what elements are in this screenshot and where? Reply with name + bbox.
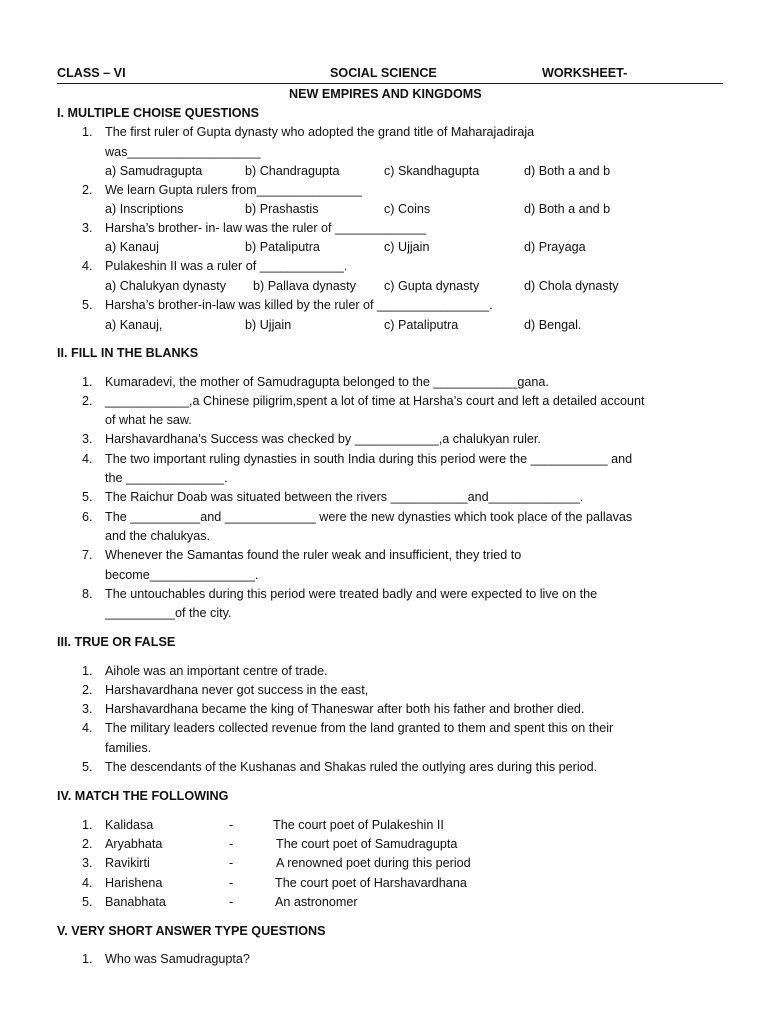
header-rule (57, 83, 723, 84)
match-1-dash: - (229, 818, 234, 832)
section-5-title: V. VERY SHORT ANSWER TYPE QUESTIONS (57, 924, 326, 938)
tf-1-number: 1. (82, 664, 93, 678)
q1-number: 1. (82, 125, 93, 139)
match-5-left: Banabhata (105, 895, 166, 909)
match-2-left: Aryabhata (105, 837, 163, 851)
q2-option-d: d) Both a and b (524, 202, 611, 216)
q2-text: We learn Gupta rulers from_______________ (105, 183, 362, 197)
q4-option-c: c) Gupta dynasty (384, 279, 480, 293)
tf-3-number: 3. (82, 702, 93, 716)
q4-number: 4. (82, 259, 93, 273)
fill-4-text: The two important ruling dynasties in south India during this period were the ___________ and (105, 452, 633, 466)
chapter-title: NEW EMPIRES AND KINGDOMS (289, 87, 482, 101)
class-label: CLASS – VI (57, 66, 126, 80)
fill-8-text-continued: __________of the city. (105, 606, 232, 620)
q4-text: Pulakeshin II was a ruler of ____________. (105, 259, 348, 273)
match-1-right: The court poet of Pulakeshin II (273, 818, 444, 832)
match-3-dash: - (229, 856, 234, 870)
q4-option-d: d) Chola dynasty (524, 279, 619, 293)
tf-2-number: 2. (82, 683, 93, 697)
match-4-dash: - (229, 876, 234, 890)
q1-text-continued: was___________________ (105, 145, 261, 159)
q1-option-d: d) Both a and b (524, 164, 611, 178)
fill-3-text: Harshavardhana’s Success was checked by ____________,a chalukyan ruler. (105, 432, 541, 446)
fill-7-text: Whenever the Samantas found the ruler weak and insufficient, they tried to (105, 548, 522, 562)
fill-7-text-continued: become_______________. (105, 568, 259, 582)
tf-3-text: Harshavardhana became the king of Thaneswar after both his father and brother died. (105, 702, 585, 716)
match-1-left: Kalidasa (105, 818, 154, 832)
fill-5-number: 5. (82, 490, 93, 504)
q1-option-b: b) Chandragupta (245, 164, 340, 178)
q3-number: 3. (82, 221, 93, 235)
q5-option-c: c) Pataliputra (384, 318, 459, 332)
tf-4-text-continued: families. (105, 741, 152, 755)
q5-option-b: b) Ujjain (245, 318, 292, 332)
section-4-title: IV. MATCH THE FOLLOWING (57, 789, 229, 803)
fill-6-text: The __________and _____________ were the new dynasties which took place of the pallavas (105, 510, 633, 524)
tf-5-text: The descendants of the Kushanas and Shakas ruled the outlying ares during this period. (105, 760, 598, 774)
match-4-left: Harishena (105, 876, 163, 890)
subject-label: SOCIAL SCIENCE (330, 66, 437, 80)
match-1-number: 1. (82, 818, 93, 832)
q4-option-a: a) Chalukyan dynasty (105, 279, 227, 293)
fill-8-number: 8. (82, 587, 93, 601)
match-5-right: An astronomer (275, 895, 358, 909)
fill-5-text: The Raichur Doab was situated between the rivers ___________and_____________. (105, 490, 584, 504)
tf-5-number: 5. (82, 760, 93, 774)
q2-number: 2. (82, 183, 93, 197)
q3-text: Harsha’s brother- in- law was the ruler of _____________ (105, 221, 427, 235)
match-5-number: 5. (82, 895, 93, 909)
fill-7-number: 7. (82, 548, 93, 562)
short-q1-text: Who was Samudragupta? (105, 952, 250, 966)
q4-option-b: b) Pallava dynasty (253, 279, 356, 293)
tf-1-text: Aihole was an important centre of trade. (105, 664, 328, 678)
fill-6-text-continued: and the chalukyas. (105, 529, 211, 543)
q5-number: 5. (82, 298, 93, 312)
q5-option-d: d) Bengal. (524, 318, 582, 332)
q3-option-a: a) Kanauj (105, 240, 159, 254)
fill-2-text-continued: of what he saw. (105, 413, 192, 427)
match-2-number: 2. (82, 837, 93, 851)
match-3-left: Ravikirti (105, 856, 150, 870)
match-5-dash: - (229, 895, 234, 909)
match-2-dash: - (229, 837, 234, 851)
q3-option-b: b) Pataliputra (245, 240, 320, 254)
q1-option-a: a) Samudragupta (105, 164, 203, 178)
fill-1-text: Kumaradevi, the mother of Samudragupta belonged to the ____________gana. (105, 375, 549, 389)
worksheet-label: WORKSHEET- (542, 66, 628, 80)
fill-1-number: 1. (82, 375, 93, 389)
tf-4-text: The military leaders collected revenue from the land granted to them and spent this on their (105, 721, 614, 735)
match-4-number: 4. (82, 876, 93, 890)
fill-4-text-continued: the ______________. (105, 471, 228, 485)
fill-2-number: 2. (82, 394, 93, 408)
fill-8-text: The untouchables during this period were treated badly and were expected to live on the (105, 587, 598, 601)
q3-option-d: d) Prayaga (524, 240, 586, 254)
q5-option-a: a) Kanauj, (105, 318, 163, 332)
tf-2-text: Harshavardhana never got success in the east, (105, 683, 369, 697)
q2-option-a: a) Inscriptions (105, 202, 184, 216)
fill-2-text: ____________,a Chinese piligrim,spent a lot of time at Harsha’s court and left a detailed account (105, 394, 645, 408)
section-2-title: II. FILL IN THE BLANKS (57, 346, 199, 360)
q1-text: The first ruler of Gupta dynasty who adopted the grand title of Maharajadiraja (105, 125, 535, 139)
match-2-right: The court poet of Samudragupta (276, 837, 458, 851)
section-3-title: III. TRUE OR FALSE (57, 635, 176, 649)
q5-text: Harsha’s brother-in-law was killed by the ruler of ________________. (105, 298, 493, 312)
match-4-right: The court poet of Harshavardhana (275, 876, 467, 890)
match-3-number: 3. (82, 856, 93, 870)
fill-6-number: 6. (82, 510, 93, 524)
q1-option-c: c) Skandhagupta (384, 164, 480, 178)
q3-option-c: c) Ujjain (384, 240, 430, 254)
tf-4-number: 4. (82, 721, 93, 735)
fill-4-number: 4. (82, 452, 93, 466)
q2-option-c: c) Coins (384, 202, 431, 216)
short-q1-number: 1. (82, 952, 93, 966)
section-1-title: I. MULTIPLE CHOISE QUESTIONS (57, 106, 259, 120)
q2-option-b: b) Prashastis (245, 202, 319, 216)
match-3-right: A renowned poet during this period (276, 856, 471, 870)
fill-3-number: 3. (82, 432, 93, 446)
